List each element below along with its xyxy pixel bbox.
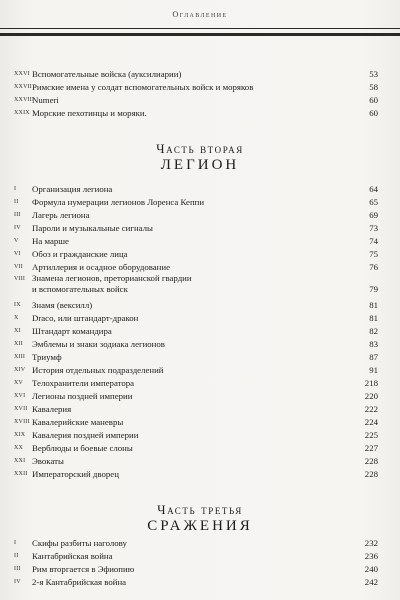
part-two-label: Часть вторая [156, 141, 244, 156]
entry-title: Эмблемы и знаки зодиака легионов [32, 339, 165, 349]
toc-entry[interactable] [0, 183, 400, 195]
entry-number: I [14, 540, 17, 546]
entry-number: III [14, 566, 21, 572]
entry-title: Телохранители императора [32, 378, 135, 388]
toc-entry[interactable] [0, 273, 400, 297]
entry-number: XVIII [14, 419, 30, 425]
entry-page: 79 [369, 284, 378, 294]
entry-number: XXI [14, 458, 26, 464]
entry-page: 60 [369, 108, 378, 118]
entry-page: 73 [369, 223, 378, 233]
entry-title: Знамена легионов, преторианской гвардии [32, 273, 192, 283]
entry-page: 74 [369, 236, 378, 246]
entry-number: XXVII [14, 84, 32, 90]
toc-entry[interactable] [0, 576, 400, 588]
toc-entry[interactable] [0, 94, 400, 106]
toc-entry[interactable] [0, 325, 400, 337]
entry-number: XX [14, 445, 24, 451]
entry-page: 53 [369, 69, 378, 79]
toc-entry[interactable] [0, 235, 400, 247]
toc-entry[interactable] [0, 299, 400, 311]
entry-title: Верблюды и боевые слоны [32, 443, 133, 453]
entry-page: 220 [364, 391, 378, 401]
entry-page: 218 [364, 378, 378, 388]
entry-number: XIX [14, 432, 26, 438]
entry-page: 228 [364, 469, 378, 479]
part-three-label: Часть третья [157, 502, 243, 517]
entry-number: VIII [14, 276, 26, 282]
entry-page: 224 [364, 417, 378, 427]
entry-title: Скифы разбиты наголову [32, 538, 127, 548]
toc-entry[interactable] [0, 455, 400, 467]
entry-title: Эвокаты [32, 456, 64, 466]
toc-entry[interactable] [0, 68, 400, 80]
entry-page: 87 [369, 352, 378, 362]
entry-number: VI [14, 251, 21, 257]
entry-title: Штандарт командира [32, 326, 112, 336]
entry-number: XXIX [14, 110, 30, 116]
part-three-name: СРАЖЕНИЯ [147, 518, 253, 534]
entry-title: Кавалерия [32, 404, 72, 414]
entry-title: Формула нумерации легионов Лоренса Кеппи [32, 197, 205, 207]
toc-entry[interactable] [0, 429, 400, 441]
entry-title: Организация легиона [32, 184, 113, 194]
entry-number: IV [14, 225, 21, 231]
part-two-heading [0, 141, 400, 174]
entry-page: 76 [369, 262, 378, 272]
entry-title: Обоз и гражданские лица [32, 249, 128, 259]
entry-title: Легионы поздней империи [32, 391, 133, 401]
toc-entry[interactable] [0, 468, 400, 480]
entry-page: 58 [369, 82, 378, 92]
entry-title: Знамя (вексилл) [32, 300, 93, 310]
entry-number: IV [14, 579, 21, 585]
toc-entry[interactable] [0, 364, 400, 376]
entry-page: 227 [364, 443, 378, 453]
entry-number: V [14, 238, 19, 244]
entry-page: 225 [364, 430, 378, 440]
toc-entry[interactable] [0, 312, 400, 324]
entry-page: 83 [369, 339, 378, 349]
entry-number: XXVI [14, 71, 30, 77]
entry-title: Лагерь легиона [32, 210, 90, 220]
entry-number: XXVIII [14, 97, 35, 103]
entry-number: II [14, 553, 19, 559]
entry-page: 60 [369, 95, 378, 105]
entry-number: XV [14, 380, 24, 386]
part-two-name: ЛЕГИОН [160, 157, 240, 173]
toc-entry[interactable] [0, 81, 400, 93]
entry-title: Пароли и музыкальные сигналы [32, 223, 153, 233]
entry-title: Draco, или штандарт-дракон [32, 313, 139, 323]
toc-entry[interactable] [0, 351, 400, 363]
entry-number: XVII [14, 406, 28, 412]
entry-page: 81 [369, 300, 378, 310]
header-rule-thick [0, 33, 400, 36]
entry-title: Морские пехотинцы и моряки. [32, 108, 147, 118]
entry-title: Numeri [32, 95, 59, 105]
entry-number: III [14, 212, 21, 218]
part-three-heading [0, 502, 400, 535]
toc-entry[interactable] [0, 390, 400, 402]
toc-entry[interactable] [0, 403, 400, 415]
entry-page: 81 [369, 313, 378, 323]
toc-entry[interactable] [0, 338, 400, 350]
entry-title: Вспомогательные войска (ауксилиарии) [32, 69, 182, 79]
entry-number: II [14, 199, 19, 205]
header-rule-thin [0, 28, 400, 29]
entry-title: Триумф [32, 352, 62, 362]
toc-entry[interactable] [0, 377, 400, 389]
entry-number: XII [14, 341, 23, 347]
entry-page: 236 [364, 551, 378, 561]
entry-number: VII [14, 264, 23, 270]
entry-number: X [14, 315, 19, 321]
toc-entry[interactable] [0, 563, 400, 575]
toc-entry[interactable] [0, 222, 400, 234]
entry-title: Рим вторгается в Эфиопию [32, 564, 135, 574]
entry-page: 232 [364, 538, 378, 548]
entry-number: I [14, 186, 17, 192]
entry-title: На марше [32, 236, 69, 246]
entry-number: XI [14, 328, 21, 334]
entry-number: XXII [14, 471, 28, 477]
entry-page: 82 [369, 326, 378, 336]
entry-title: Кавалерия поздней империи [32, 430, 139, 440]
entry-number: XVI [14, 393, 26, 399]
toc-entry[interactable] [0, 537, 400, 549]
entry-title: Кавалерийские маневры [32, 417, 124, 427]
entry-title: История отдельных подразделений [32, 365, 164, 375]
toc-entry[interactable] [0, 209, 400, 221]
entry-page: 222 [364, 404, 378, 414]
running-head: Оглавление [172, 10, 228, 19]
toc-entry[interactable] [0, 248, 400, 260]
toc-entry[interactable] [0, 416, 400, 428]
toc-entry[interactable] [0, 107, 400, 119]
entry-number: XIII [14, 354, 26, 360]
entry-page: 69 [369, 210, 378, 220]
entry-title: Римские имена у солдат вспомогательных войск и моряков [32, 82, 254, 92]
toc-entry[interactable] [0, 196, 400, 208]
toc-entry[interactable] [0, 261, 400, 273]
entry-page: 228 [364, 456, 378, 466]
entry-page: 242 [364, 577, 378, 587]
entry-title: 2-я Кантабрийская война [32, 577, 127, 587]
entry-page: 240 [364, 564, 378, 574]
entry-number: XIV [14, 367, 26, 373]
entry-number: IX [14, 302, 21, 308]
entry-page: 91 [369, 365, 378, 375]
entry-title: Кантабрийская война [32, 551, 113, 561]
toc-entry[interactable] [0, 550, 400, 562]
entry-title: Императорский дворец [32, 469, 119, 479]
entry-page: 75 [369, 249, 378, 259]
entry-title-continued: и вспомогательных войск [32, 284, 128, 294]
entry-page: 65 [369, 197, 378, 207]
entry-title: Артиллерия и осадное оборудование [32, 262, 170, 272]
entry-page: 64 [369, 184, 378, 194]
toc-entry[interactable] [0, 442, 400, 454]
